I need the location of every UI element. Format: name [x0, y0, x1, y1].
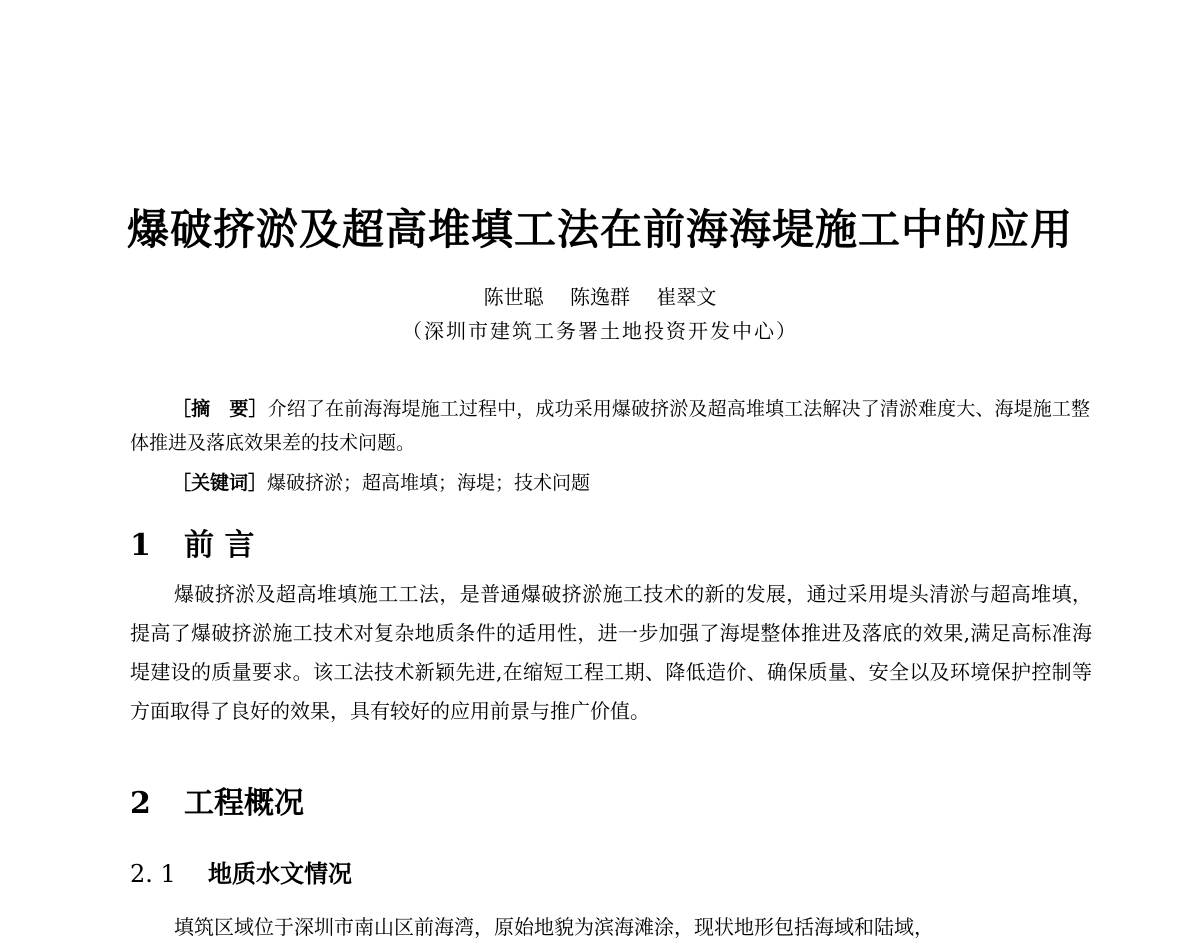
section-title: 工程概况 — [184, 786, 304, 821]
section-number: 2 — [130, 786, 151, 821]
keywords — [172, 466, 590, 500]
keywords-text: 爆破挤淤；超高堆填；海堤；技术问题 — [267, 472, 591, 494]
author-list — [0, 282, 1200, 312]
paper-title: 爆破挤淤及超高堆填工法在前海海堤施工中的应用 — [126, 205, 1073, 254]
section-heading — [130, 524, 254, 568]
author-affiliation: （深圳市建筑工务署土地投资开发中心） — [402, 319, 798, 343]
abstract-label: ［摘 要］ — [172, 398, 268, 420]
section-number: 1 — [130, 528, 151, 563]
keywords-label: ［关键词］ — [172, 472, 268, 494]
section-heading — [130, 782, 304, 826]
section-paragraph: 爆破挤淤及超高堆填施工工法，是普通爆破挤淤施工技术的新的发展，通过采用堤头清淤与超高堆填，提高了爆破挤淤施工技术对复杂地质条件的适用性，进一步加强了海堤整体推进及落底的效果,满足高标准海堤建设的质量要求。该工法技术新颖先进,在缩短工程工期、降低造价、确保质量、安全以及环境保护控制等方面取得了良好的效果，具有较好的应用前景与推广价值。 — [130, 582, 1092, 723]
author-name: 陈逸群 — [570, 285, 630, 309]
abstract-text: 介绍了在前海海堤施工过程中，成功采用爆破挤淤及超高堆填工法解决了清淤难度大、海堤施工整体推进及落底效果差的技术问题。 — [130, 398, 1090, 454]
author-name: 崔翠文 — [656, 285, 717, 309]
subsection-title: 地质水文情况 — [208, 859, 352, 888]
subsection-paragraph: 填筑区域位于深圳市南山区前海湾，原始地貌为滨海滩涂，现状地形包括海域和陆域， — [174, 915, 934, 939]
subsection-number: 2. 1 — [130, 860, 176, 888]
abstract — [130, 392, 1090, 460]
author-name: 陈世聪 — [483, 285, 544, 309]
section-title: 前 言 — [184, 528, 255, 563]
subsection-heading — [130, 856, 352, 892]
